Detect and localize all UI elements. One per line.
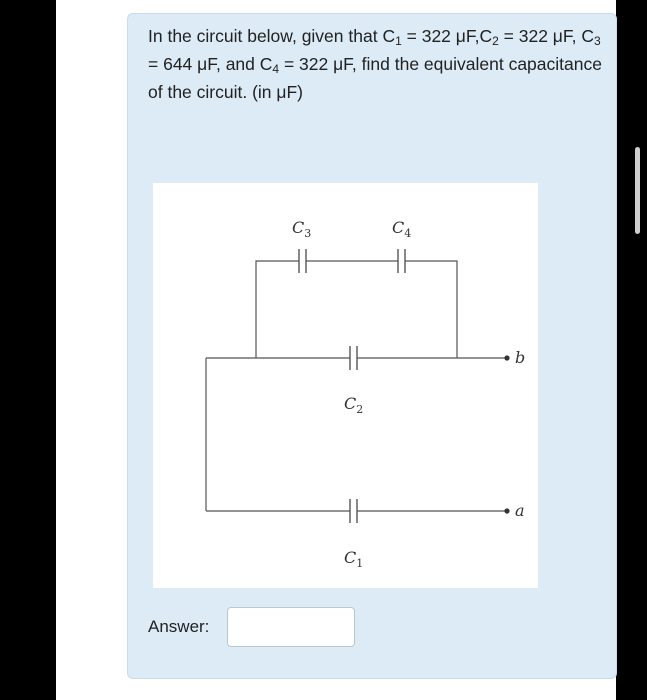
question-segment: = 322 μF, C [498,26,594,46]
terminal-b-dot [504,355,509,360]
terminal-a-dot [504,508,509,513]
circuit-diagram [153,183,538,588]
answer-input[interactable] [227,607,355,647]
wire-top-branch-left [256,261,299,358]
scrollbar[interactable] [635,147,640,234]
wire-top-branch-right [405,261,457,358]
c4-label: $C_4$ [392,218,412,240]
question-segment: In the circuit below, given that C [148,26,396,46]
question-card [127,13,617,679]
subscript: 1 [395,34,402,48]
circuit-figure [153,183,538,588]
c3-label: $C_3$ [292,218,312,240]
subscript: 3 [594,34,601,48]
question-segment: = 322 μF,C [401,26,493,46]
question-segment: = 322 μF, find the equivalent capacitance of the circuit. (in μF) [148,54,602,102]
answer-label: Answer: [148,617,210,636]
terminal-a-label: a [515,501,525,520]
terminal-b-label: b [515,348,526,367]
c1-label: $C_1$ [344,548,364,570]
subscript: 4 [272,62,280,76]
subscript: 2 [492,34,499,48]
question-text [148,22,608,106]
c2-label: $C_2$ [344,394,364,416]
question-segment: = 644 μF, and C [148,54,273,74]
